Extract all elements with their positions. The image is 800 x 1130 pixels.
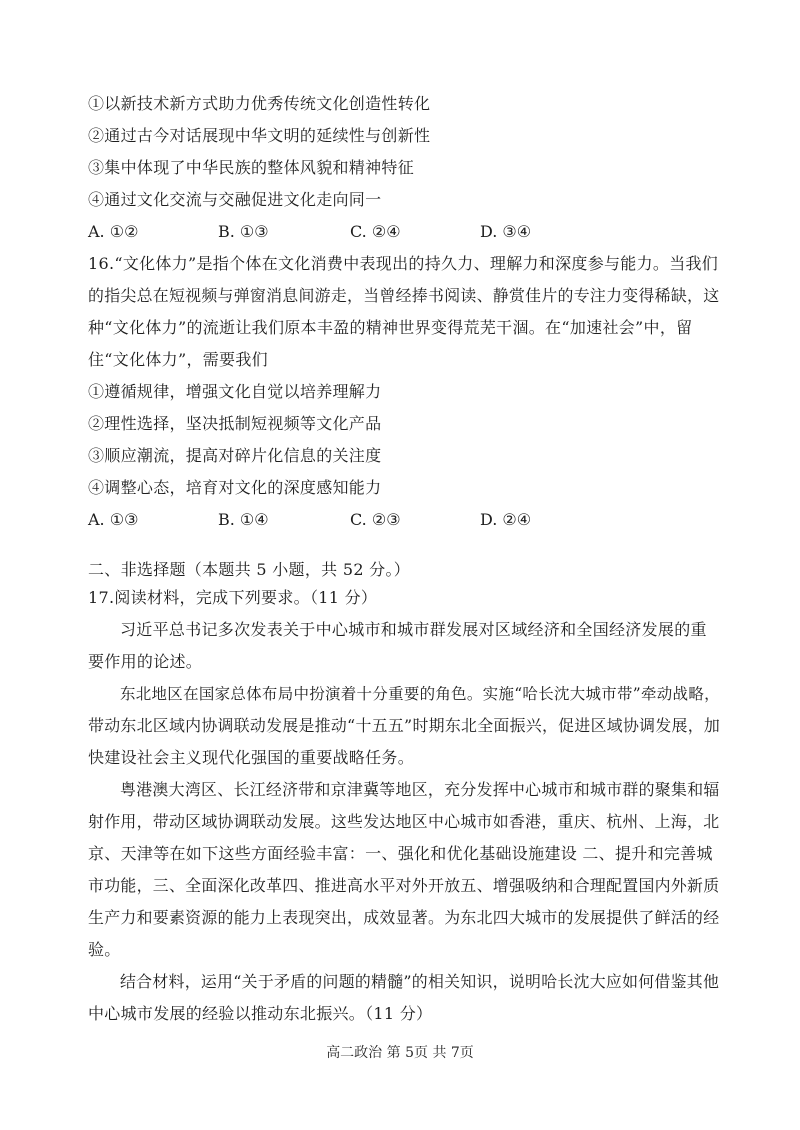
q17-p3-line-2: 射作用，带动区域协调联动发展。这些发达地区中心城市如香港，重庆、杭州、上海，北 — [88, 812, 720, 831]
q17-p2-line-3: 快建设社会主义现代化强国的重要战略任务。 — [88, 748, 415, 767]
q17-p2-line-2: 带动东北区域内协调联动发展是推动“十五五”时期东北全面振兴，促进区域协调发展，加 — [88, 716, 721, 735]
page-footer: 高二政治 第 5页 共 7页 — [326, 1045, 474, 1061]
q15-option-c: C. ②④ — [350, 222, 401, 241]
q16-option-a: A. ①③ — [88, 510, 139, 529]
q17-question-line-2: 中心城市发展的经验以推动东北振兴。（11 分） — [88, 1004, 433, 1023]
q16-stem-line-4: 住“文化体力”，需要我们 — [88, 350, 268, 369]
q16-item-2: ②理性选择，坚决抵制短视频等文化产品 — [88, 414, 382, 433]
q17-p3-line-1: 粤港澳大湾区、长江经济带和京津冀等地区，充分发挥中心城市和城市群的聚集和辐 — [120, 780, 720, 799]
q16-option-c: C. ②③ — [350, 510, 401, 529]
q16-stem-line-2: 的指尖总在短视频与弹窗消息间游走，当曾经捧书阅读、静赏佳片的专注力变得稀缺，这 — [88, 286, 720, 305]
q16-stem-line-1: 16.“文化体力”是指个体在文化消费中表现出的持久力、理解力和深度参与能力。当我们 — [88, 254, 719, 273]
section-heading: 二、非选择题（本题共 5 小题，共 52 分。） — [88, 560, 411, 579]
q15-item-4: ④通过文化交流与交融促进文化走向同一 — [88, 190, 382, 209]
q15-option-a: A. ①② — [88, 222, 139, 241]
q16-item-3: ③顺应潮流，提高对碎片化信息的关注度 — [88, 446, 382, 465]
q17-question-line-1: 结合材料，运用“关于矛盾的问题的精髓”的相关知识，说明哈长沈大应如何借鉴其他 — [120, 972, 720, 991]
q17-p3-line-3: 京、天津等在如下这些方面经验丰富：一、强化和优化基础设施建设 二、提升和完善城 — [88, 844, 713, 863]
q15-item-3: ③集中体现了中华民族的整体风貌和精神特征 — [88, 158, 415, 177]
q15-option-b: B. ①③ — [218, 222, 269, 241]
q17-p3-line-4: 市功能，三、全面深化改革四、推进高水平对外开放五、增强吸纳和合理配置国内外新质 — [88, 876, 720, 895]
q16-item-4: ④调整心态，培育对文化的深度感知能力 — [88, 478, 382, 497]
q15-item-1: ①以新技术新方式助力优秀传统文化创造性转化 — [88, 94, 431, 113]
q17-p3-line-6: 验。 — [88, 940, 121, 959]
q17-p1-line-1: 习近平总书记多次发表关于中心城市和城市群发展对区域经济和全国经济发展的重 — [120, 620, 707, 639]
q17-title: 17.阅读材料，完成下列要求。（11 分） — [88, 588, 378, 607]
q17-p2-line-1: 东北地区在国家总体布局中扮演着十分重要的角色。实施“哈长沈大城市带”牵动战略， — [120, 685, 720, 703]
q16-option-d: D. ②④ — [480, 510, 532, 529]
q15-item-2: ②通过古今对话展现中华文明的延续性与创新性 — [88, 126, 431, 145]
q16-option-b: B. ①④ — [218, 510, 269, 529]
q16-stem-line-3: 种“文化体力”的流逝让我们原本丰盈的精神世界变得荒芜干涸。在“加速社会”中，留 — [88, 318, 693, 337]
q17-p3-line-5: 生产力和要素资源的能力上表现突出，成效显著。为东北四大城市的发展提供了鲜活的经 — [88, 908, 720, 927]
q16-item-1: ①遵循规律，增强文化自觉以培养理解力 — [88, 382, 382, 401]
q17-p1-line-2: 要作用的论述。 — [88, 652, 203, 671]
q15-option-d: D. ③④ — [480, 222, 532, 241]
